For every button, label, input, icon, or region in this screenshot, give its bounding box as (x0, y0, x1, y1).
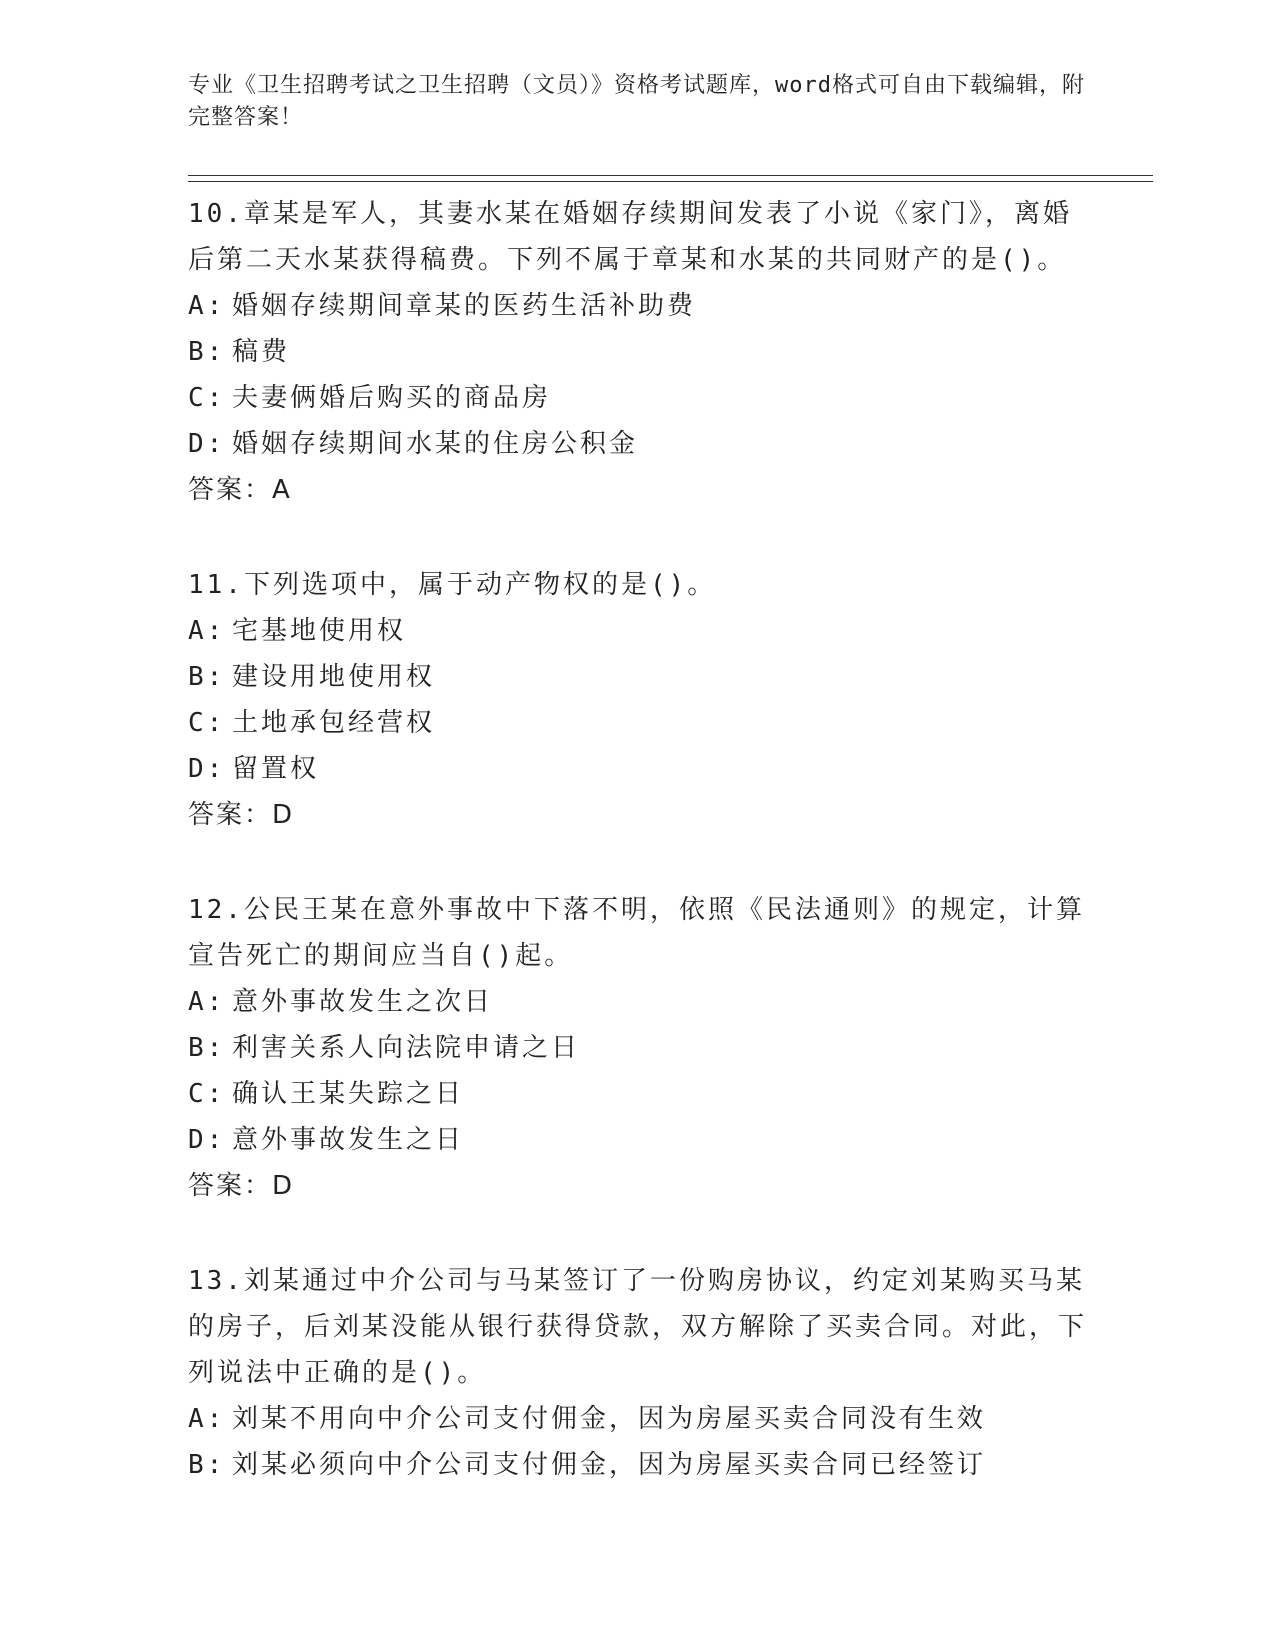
option-text: 确认王某失踪之日 (232, 1079, 465, 1109)
option-c (188, 700, 1088, 746)
header-divider-top (188, 175, 1153, 176)
option-text: 婚姻存续期间章某的医药生活补助费 (232, 291, 697, 321)
option-letter: C: (188, 1079, 226, 1109)
option-text: 夫妻俩婚后购买的商品房 (232, 383, 552, 413)
question-11 (188, 558, 1088, 838)
option-letter: D: (188, 754, 226, 784)
question-stem: 10.章某是军人，其妻水某在婚姻存续期间发表了小说《家门》，离婚后第二天水某获得稿费。下列不属于章某和水某的共同财产的是()。 (188, 199, 1072, 275)
option-text: 意外事故发生之次日 (232, 987, 494, 1017)
answer-line: 答案：D (188, 1171, 295, 1201)
document-header: 专业《卫生招聘考试之卫生招聘（文员）》资格考试题库，word格式可自由下载编辑，附完整答案！ (188, 73, 1085, 130)
option-b (188, 329, 1088, 375)
option-letter: A: (188, 291, 226, 321)
option-text: 意外事故发生之日 (232, 1125, 465, 1155)
option-c (188, 1071, 1088, 1117)
option-letter: C: (188, 708, 226, 738)
option-text: 刘某不用向中介公司支付佣金，因为房屋买卖合同没有生效 (232, 1404, 987, 1434)
option-text: 利害关系人向法院申请之日 (232, 1033, 581, 1063)
option-text: 刘某必须向中介公司支付佣金，因为房屋买卖合同已经签订 (232, 1450, 987, 1480)
header-divider-bottom (188, 181, 1153, 182)
question-10 (188, 187, 1088, 513)
option-letter: B: (188, 662, 226, 692)
option-c (188, 375, 1088, 421)
option-text: 宅基地使用权 (232, 616, 407, 646)
option-d (188, 421, 1088, 467)
answer-line: 答案：D (188, 800, 295, 830)
option-text: 稿费 (232, 337, 291, 367)
option-a (188, 1396, 1088, 1442)
option-letter: C: (188, 383, 226, 413)
option-letter: D: (188, 1125, 226, 1155)
option-text: 建设用地使用权 (232, 662, 436, 692)
option-letter: A: (188, 987, 226, 1017)
option-a (188, 979, 1088, 1025)
question-list (188, 187, 1088, 1533)
question-stem: 12.公民王某在意外事故中下落不明，依照《民法通则》的规定，计算宣告死亡的期间应当自()起。 (188, 895, 1085, 971)
option-letter: B: (188, 337, 226, 367)
option-a (188, 608, 1088, 654)
option-b (188, 654, 1088, 700)
option-text: 土地承包经营权 (232, 708, 436, 738)
option-d (188, 1117, 1088, 1163)
option-b (188, 1025, 1088, 1071)
option-letter: B: (188, 1033, 226, 1063)
option-d (188, 746, 1088, 792)
option-text: 留置权 (232, 754, 320, 784)
option-letter: B: (188, 1450, 226, 1480)
option-text: 婚姻存续期间水某的住房公积金 (232, 429, 639, 459)
question-stem: 11.下列选项中，属于动产物权的是()。 (188, 570, 717, 600)
answer-line: 答案：A (188, 475, 292, 505)
option-b (188, 1442, 1088, 1488)
question-12 (188, 883, 1088, 1209)
option-letter: A: (188, 1404, 226, 1434)
option-letter: A: (188, 616, 226, 646)
option-letter: D: (188, 429, 226, 459)
option-a (188, 283, 1088, 329)
question-13 (188, 1254, 1088, 1488)
question-stem: 13.刘某通过中介公司与马某签订了一份购房协议，约定刘某购买马某的房子，后刘某没能从银行获得贷款，双方解除了买卖合同。对此，下列说法中正确的是()。 (188, 1266, 1088, 1388)
